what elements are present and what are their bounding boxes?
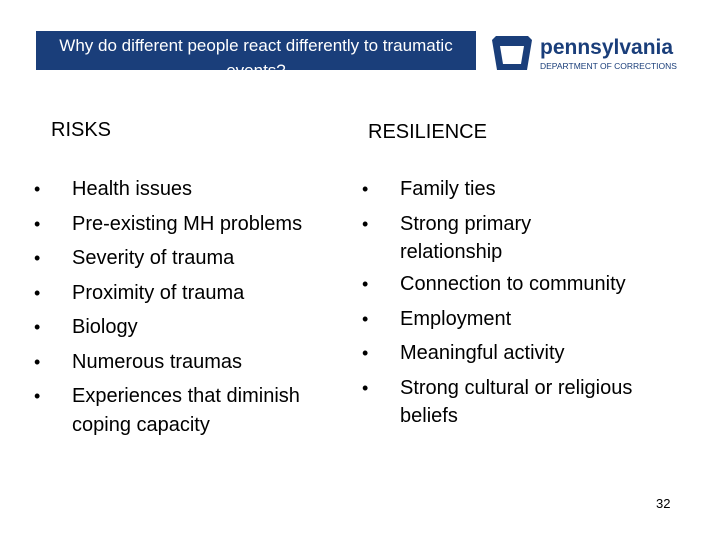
risks-heading: RISKS: [51, 119, 112, 141]
list-item: • Health issues: [72, 172, 362, 207]
list-item: • Biology: [72, 310, 362, 345]
logo-department: DEPARTMENT OF CORRECTIONS: [540, 61, 677, 71]
list-item: • Experiences that diminish coping capacity: [72, 379, 362, 440]
bullet-icon: •: [34, 248, 41, 268]
resilience-heading: RESILIENCE: [368, 121, 487, 143]
bullet-icon: •: [362, 377, 369, 398]
bullet-icon: •: [34, 317, 41, 337]
list-item: • Employment: [400, 302, 700, 337]
list-item: • Family ties: [400, 172, 700, 207]
bullet-icon: •: [362, 274, 369, 294]
bullet-icon: •: [362, 179, 369, 199]
list-item: • Strong cultural or religious beliefs: [400, 371, 700, 432]
page-number: 32: [656, 496, 671, 511]
list-item-continuation: beliefs: [400, 405, 458, 427]
slide-title: Why do different people react differently to traumatic events?: [59, 36, 453, 80]
bullet-icon: •: [34, 386, 41, 406]
list-item: • Connection to community: [400, 267, 700, 302]
bullet-icon: •: [34, 179, 41, 199]
bullet-icon: •: [34, 213, 41, 234]
bullet-icon: •: [362, 213, 369, 234]
bullet-icon: •: [34, 351, 41, 372]
list-item-continuation: coping capacity: [72, 413, 210, 436]
list-item-continuation: relationship: [400, 241, 503, 263]
risks-list: [34, 172, 362, 440]
resilience-list: [362, 172, 700, 431]
bullet-icon: •: [362, 308, 369, 329]
list-item: • Severity of trauma: [72, 241, 362, 276]
bullet-icon: •: [362, 343, 369, 363]
list-item: • Strong primary relationship: [400, 207, 700, 268]
logo-wordmark: pennsylvania: [540, 36, 674, 59]
title-bar: [36, 31, 476, 80]
list-item: • Numerous traumas: [72, 345, 362, 380]
keystone-icon: [490, 34, 534, 72]
list-item: • Meaningful activity: [400, 336, 700, 371]
bullet-icon: •: [34, 282, 41, 303]
list-item: • Pre-existing MH problems: [72, 207, 362, 242]
list-item: • Proximity of trauma: [72, 276, 362, 311]
pa-doc-logo: [490, 34, 690, 74]
